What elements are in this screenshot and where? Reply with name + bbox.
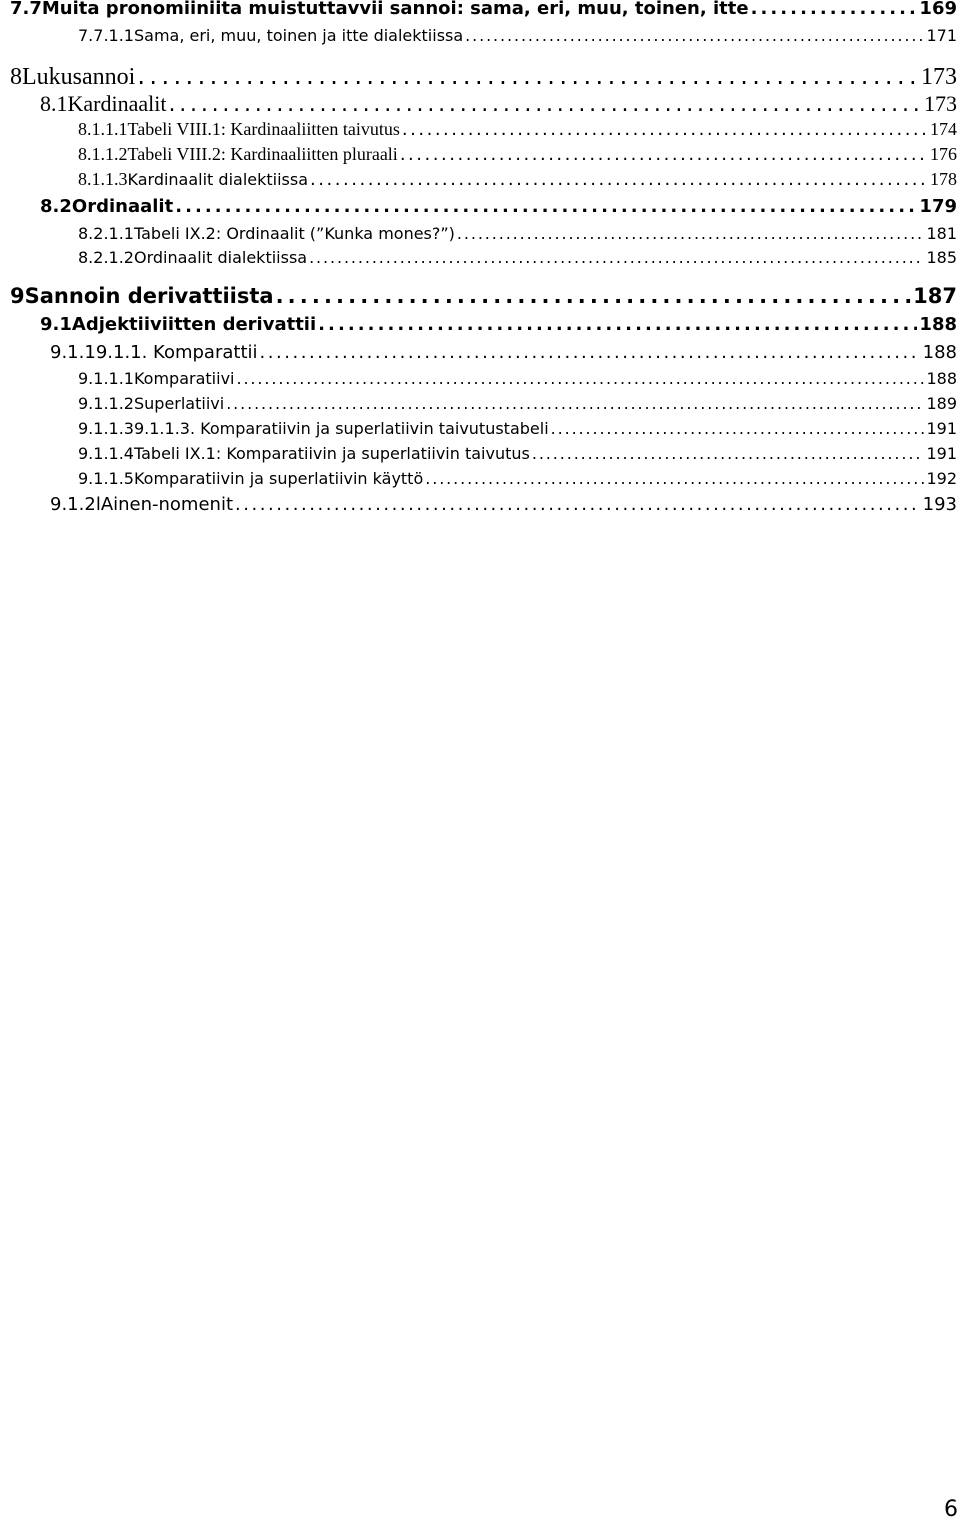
toc-entry[interactable]: [78, 444, 957, 463]
dot-leader: [465, 26, 924, 45]
dot-leader: [425, 469, 924, 488]
toc-page: 169: [919, 0, 957, 19]
dot-leader: [276, 284, 912, 308]
toc-entry[interactable]: [78, 419, 957, 438]
toc-number: 9.1.1: [50, 342, 96, 363]
toc-title: Tabeli VIII.1: Kardinaaliitten taivutus: [127, 119, 400, 139]
toc-title: 9.1.1. Komparattii: [95, 342, 258, 363]
toc-entry[interactable]: [78, 119, 957, 140]
toc-entry[interactable]: [50, 494, 957, 515]
toc-entry[interactable]: [50, 342, 957, 363]
dot-leader: [137, 62, 919, 90]
dot-leader: [532, 444, 925, 463]
toc-title: Ordinaalit: [71, 196, 174, 217]
toc-page: 188: [926, 369, 957, 388]
toc-number: 8.2.1.2: [78, 248, 134, 267]
toc-title: Ordinaalit dialektiissa: [133, 248, 308, 267]
toc-number: 8.2: [40, 196, 72, 217]
dot-leader: [260, 342, 921, 363]
toc-page: 173: [921, 64, 957, 90]
toc-title: Sannoin derivattiista: [24, 284, 274, 308]
toc-number: 8.1.1.2: [78, 144, 128, 164]
dot-leader: [402, 119, 928, 140]
toc-title: Adjektiiviitten derivattii: [71, 314, 317, 335]
toc-page: 189: [926, 394, 957, 413]
toc-number: 9: [10, 284, 25, 308]
toc-title: Tabeli IX.2: Ordinaalit (”Kunka mones?”): [133, 224, 455, 243]
page-number: 6: [944, 1497, 958, 1522]
toc-page: 193: [922, 494, 957, 515]
toc-entry[interactable]: [78, 224, 957, 243]
toc-page: 188: [922, 342, 957, 363]
toc-entry[interactable]: [78, 169, 957, 190]
toc-page: 181: [926, 224, 957, 243]
toc-entry[interactable]: [78, 469, 957, 488]
dot-leader: [551, 419, 925, 438]
toc-page: 192: [926, 469, 957, 488]
toc-number: 9.1.1.5: [78, 469, 134, 488]
toc-page: 191: [926, 419, 957, 438]
toc-number: 9.1.1.2: [78, 394, 134, 413]
toc-page: 191: [926, 444, 957, 463]
toc-entry[interactable]: [40, 91, 957, 117]
dot-leader: [309, 248, 924, 267]
dot-leader: [236, 369, 924, 388]
toc-title: Kardinaalit dialektiissa: [127, 170, 309, 189]
dot-leader: [175, 196, 917, 217]
toc-entry[interactable]: [40, 314, 957, 335]
toc-title: Tabeli IX.1: Komparatiivin ja superlatiivin taivutus: [133, 444, 530, 463]
toc-title: Tabeli VIII.2: Kardinaaliitten pluraali: [127, 144, 398, 164]
toc-entry[interactable]: [78, 26, 957, 45]
toc-page: 187: [913, 284, 957, 308]
toc-entry[interactable]: [40, 196, 957, 217]
toc-title: Superlatiivi: [133, 394, 225, 413]
toc-title: Komparatiivi: [133, 369, 235, 388]
dot-leader: [751, 0, 918, 19]
dot-leader: [400, 144, 928, 165]
toc-title: Sama, eri, muu, toinen ja itte dialektiissa: [133, 26, 464, 45]
toc-entry[interactable]: [10, 284, 957, 308]
toc-number: 9.1.1.3: [78, 419, 134, 438]
toc-number: 8.1.1.1: [78, 119, 128, 139]
toc-page: 174: [930, 119, 957, 139]
toc-page: 171: [926, 26, 957, 45]
toc-number: 8.1.1.3: [78, 169, 128, 189]
toc-entry[interactable]: [78, 144, 957, 165]
toc-entry[interactable]: [10, 62, 957, 91]
dot-leader: [318, 314, 917, 335]
dot-leader: [226, 394, 924, 413]
toc-number: 7.7: [10, 0, 42, 19]
toc-number: 9.1: [40, 314, 72, 335]
toc-title: Komparatiivin ja superlatiivin käyttö: [133, 469, 424, 488]
toc-title: Muita pronomiiniita muistuttavvii sannoi: sama, eri, muu, toinen, itte: [41, 0, 749, 19]
toc-title: Kardinaalit: [67, 91, 167, 116]
toc-page: 176: [930, 144, 957, 164]
dot-leader: [457, 224, 925, 243]
toc-page: 188: [919, 314, 957, 335]
toc-number: 9.1.2: [50, 494, 96, 515]
toc-number: 8.2.1.1: [78, 224, 134, 243]
toc-entry[interactable]: [78, 248, 957, 267]
toc-page: 178: [930, 169, 957, 189]
toc-number: 9.1.1.4: [78, 444, 134, 463]
toc-entry[interactable]: [78, 369, 957, 388]
toc-page: 173: [924, 91, 957, 116]
toc-title: Lukusannoi: [22, 64, 136, 90]
dot-leader: [168, 92, 922, 117]
toc-title: lAinen-nomenit: [95, 494, 234, 515]
toc-entry[interactable]: [10, 0, 957, 19]
dot-leader: [235, 494, 921, 515]
toc-number: 8.1: [40, 91, 68, 116]
toc-title: 9.1.1.3. Komparatiivin ja superlatiivin taivutustabeli: [133, 419, 549, 438]
toc-page: 185: [926, 248, 957, 267]
dot-leader: [310, 169, 928, 190]
toc-number: 8: [10, 64, 22, 90]
toc-page: 179: [919, 196, 957, 217]
toc-entry[interactable]: [78, 394, 957, 413]
toc-number: 9.1.1.1: [78, 369, 134, 388]
toc-number: 7.7.1.1: [78, 26, 134, 45]
